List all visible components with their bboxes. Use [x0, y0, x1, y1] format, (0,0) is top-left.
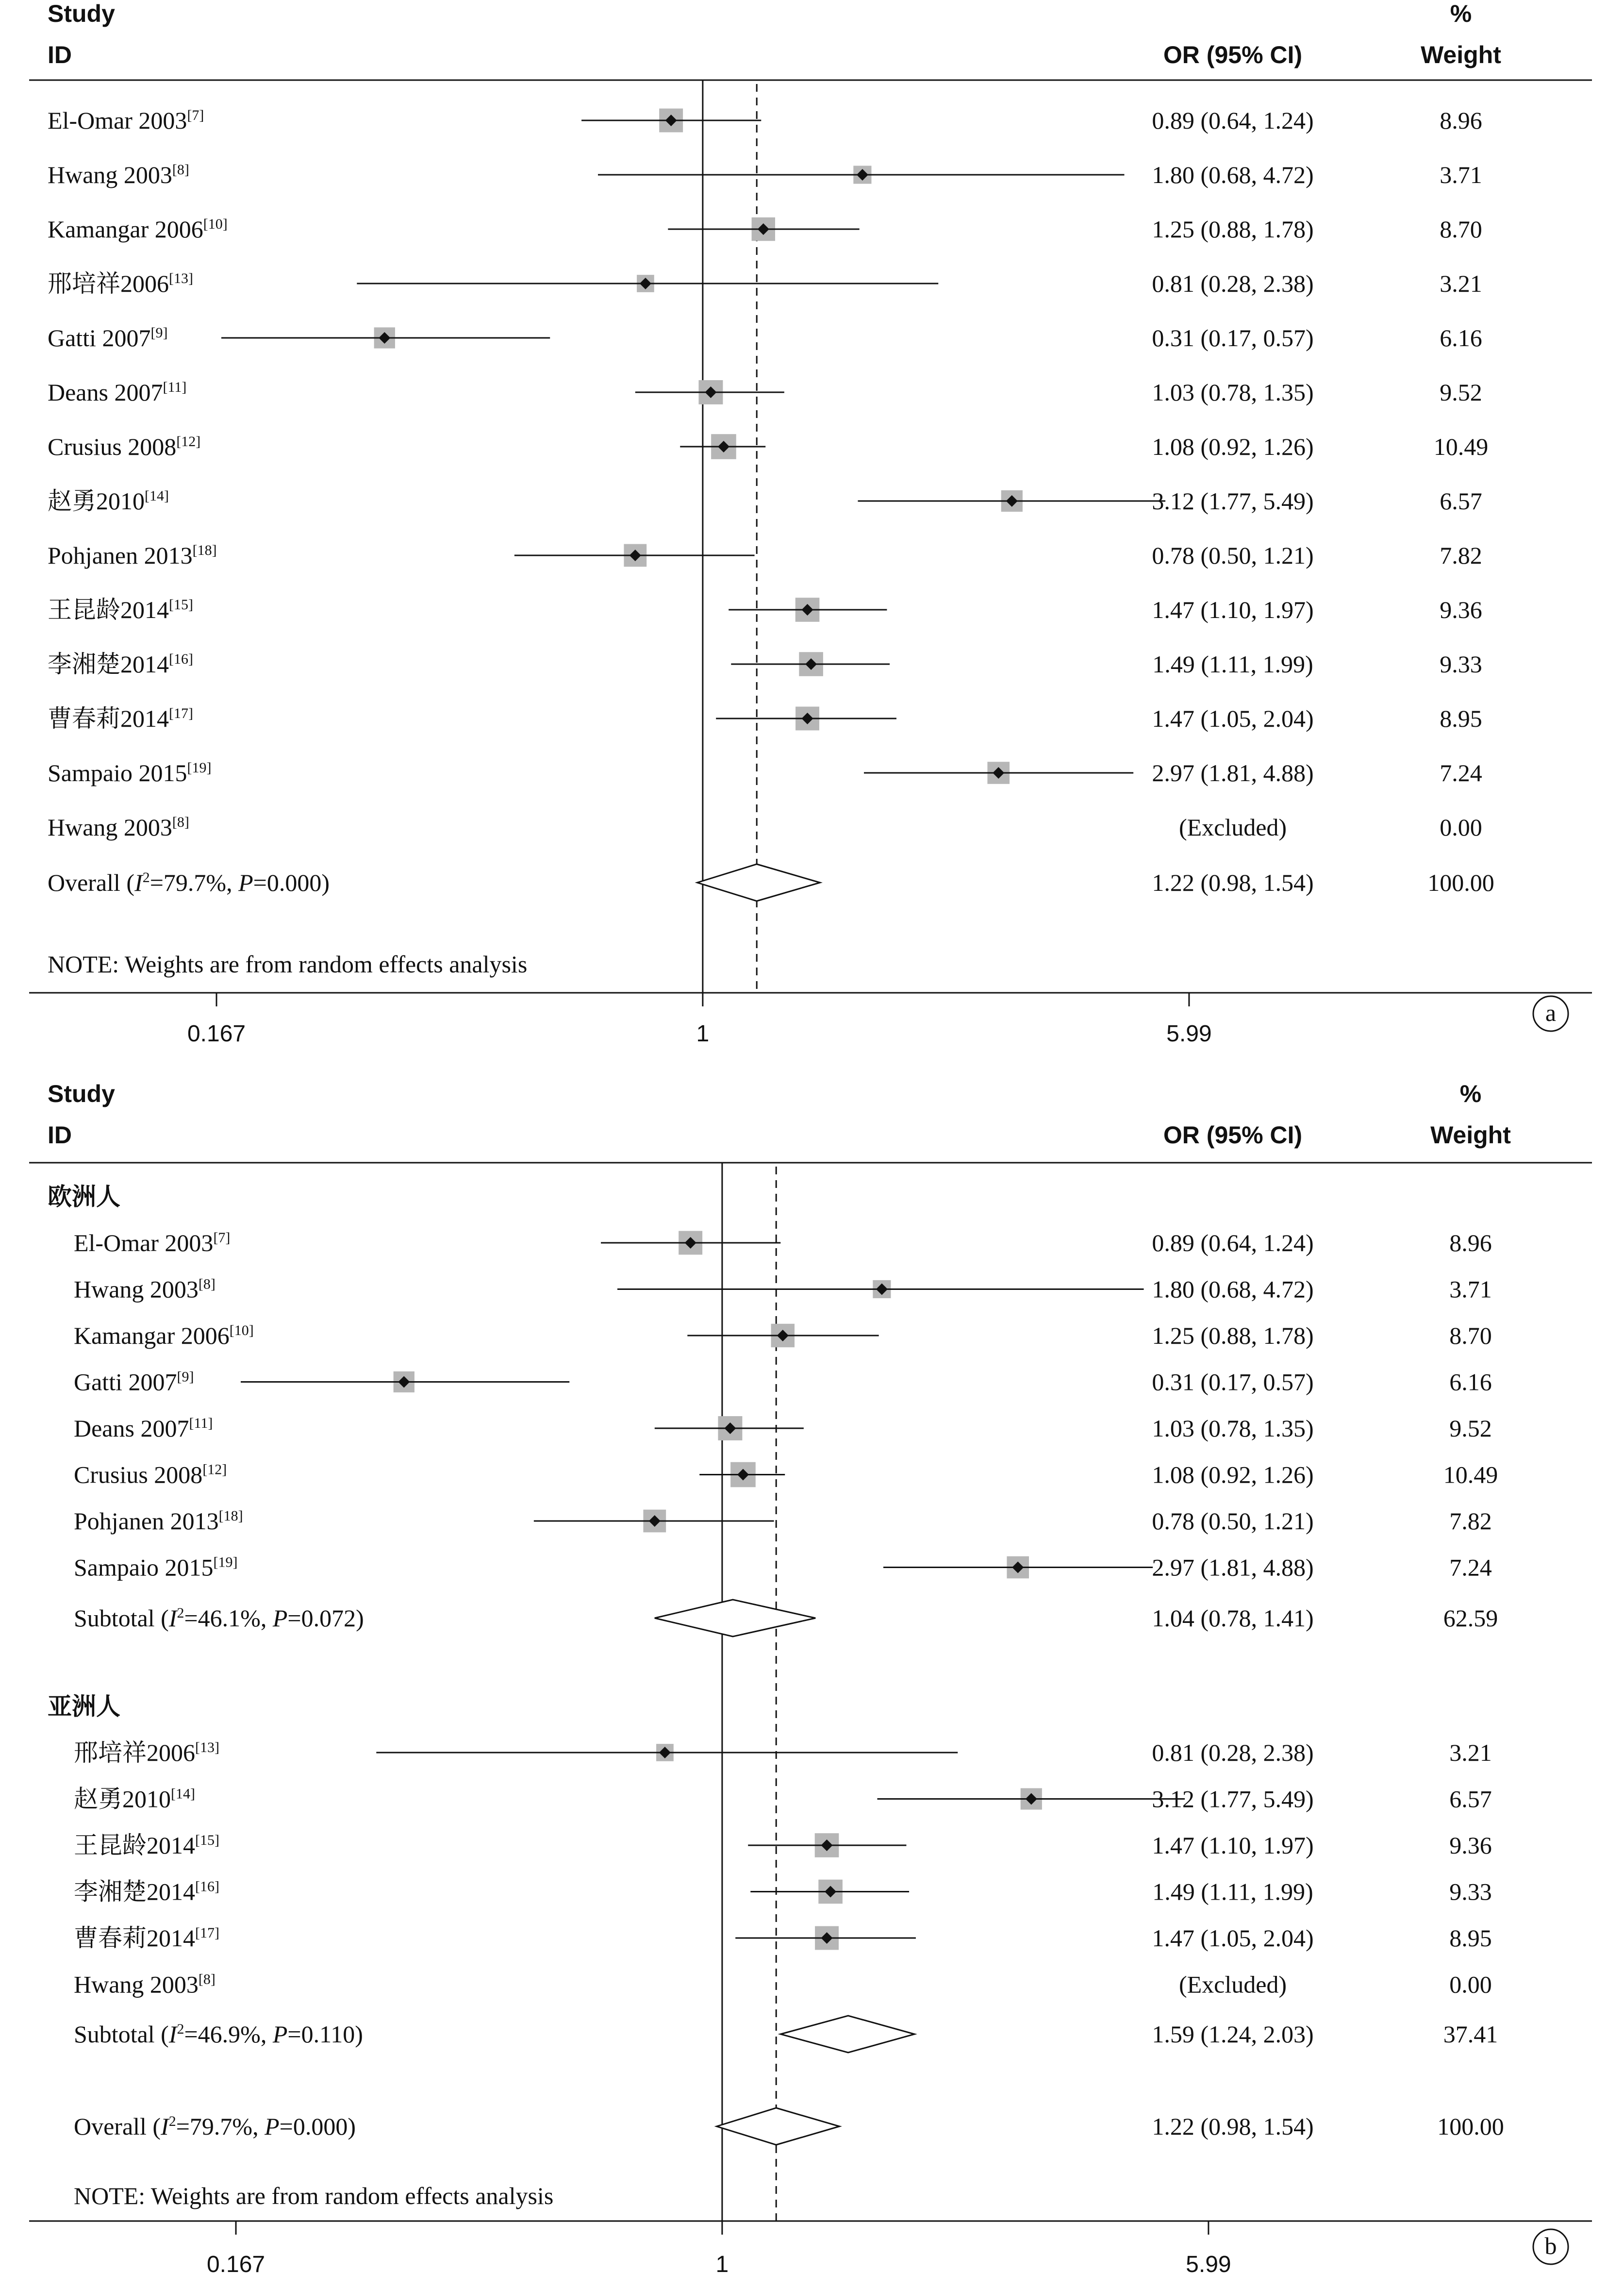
x-tick-label: 0.167 [187, 1021, 246, 1047]
study-reference: [14] [171, 1786, 195, 1802]
study-name: Pohjanen 2013 [48, 542, 193, 569]
study-or-ci: 0.89 (0.64, 1.24) [1152, 107, 1314, 134]
study-or-ci: 0.81 (0.28, 2.38) [1152, 1739, 1314, 1766]
study-weight: 10.49 [1433, 433, 1489, 460]
study-reference: [10] [229, 1322, 254, 1338]
study-name: 曹春莉2014 [74, 1924, 195, 1952]
study-or-ci: (Excluded) [1178, 1971, 1287, 1998]
study-label [48, 216, 228, 243]
i2-value: =46.1%, [184, 1604, 273, 1632]
study-reference: [15] [169, 597, 193, 613]
header-or: OR (95% CI) [1163, 1121, 1303, 1149]
study-weight: 8.95 [1449, 1924, 1492, 1952]
study-label [74, 1554, 237, 1581]
study-weight: 0.00 [1440, 814, 1482, 841]
study-name: 李湘楚2014 [74, 1878, 195, 1905]
study-weight: 9.36 [1440, 596, 1482, 623]
i2-symbol: I [134, 869, 143, 896]
study-label [48, 651, 193, 678]
study-name: Crusius 2008 [74, 1461, 203, 1488]
study-or-ci: 1.49 (1.11, 1.99) [1152, 651, 1313, 678]
study-label [48, 107, 204, 134]
study-or-ci: (Excluded) [1178, 814, 1287, 841]
study-reference: [17] [195, 1925, 219, 1941]
pooled-label [74, 2113, 356, 2140]
study-weight: 3.71 [1449, 1275, 1492, 1303]
study-weight: 6.16 [1440, 324, 1482, 351]
study-weight: 7.24 [1440, 759, 1482, 786]
study-or-ci: 1.47 (1.05, 2.04) [1152, 1924, 1314, 1952]
study-weight: 8.70 [1440, 216, 1482, 243]
study-name: 赵勇2010 [48, 487, 145, 515]
study-name: Sampaio 2015 [48, 759, 187, 786]
study-or-ci: 0.31 (0.17, 0.57) [1152, 324, 1314, 351]
header-percent: % [1450, 0, 1472, 27]
study-or-ci: 2.97 (1.81, 4.88) [1152, 1554, 1314, 1581]
study-label [74, 1924, 219, 1952]
study-weight: 9.33 [1440, 651, 1482, 678]
study-reference: [13] [195, 1739, 219, 1755]
study-or-ci: 3.12 (1.77, 5.49) [1152, 1785, 1314, 1813]
study-reference: [12] [202, 1461, 227, 1478]
subtotal-or-ci: 1.04 (0.78, 1.41) [1152, 1604, 1314, 1632]
study-name: Pohjanen 2013 [74, 1507, 219, 1535]
p-symbol: P [272, 1604, 288, 1632]
study-or-ci: 1.47 (1.10, 1.97) [1152, 596, 1314, 623]
study-name: Kamangar 2006 [74, 1322, 230, 1349]
study-reference: [11] [189, 1415, 213, 1431]
study-or-ci: 1.47 (1.10, 1.97) [1152, 1832, 1314, 1859]
pooled-prefix: Overall ( [48, 869, 135, 896]
weights-note: NOTE: Weights are from random effects analysis [74, 2182, 554, 2209]
subtotal-weight: 62.59 [1443, 1604, 1498, 1632]
study-label [74, 1507, 243, 1535]
study-or-ci: 1.08 (0.92, 1.26) [1152, 433, 1314, 460]
study-reference: [16] [169, 651, 193, 667]
study-name: 邢培祥2006 [74, 1739, 195, 1766]
study-name: Crusius 2008 [48, 433, 177, 460]
x-tick-label: 5.99 [1166, 1021, 1212, 1047]
study-name: 王昆龄2014 [48, 596, 169, 623]
i2-value: =79.7%, [149, 869, 239, 896]
study-label [48, 759, 211, 786]
study-weight: 8.70 [1449, 1322, 1492, 1349]
study-weight: 9.52 [1440, 379, 1482, 406]
study-weight: 8.96 [1449, 1229, 1492, 1256]
study-or-ci: 1.80 (0.68, 4.72) [1152, 161, 1314, 188]
x-tick-label: 5.99 [1186, 2252, 1231, 2277]
study-reference: [11] [163, 379, 187, 395]
study-name: Gatti 2007 [74, 1368, 177, 1396]
study-label [74, 1786, 195, 1813]
study-weight: 7.82 [1440, 542, 1482, 569]
panel-label: a [1545, 999, 1557, 1026]
study-label [48, 814, 189, 841]
pooled-label [74, 1604, 364, 1632]
study-label [48, 161, 189, 188]
header-id: ID [48, 1121, 72, 1149]
i2-superscript: 2 [177, 1605, 184, 1621]
study-reference: [8] [198, 1276, 215, 1292]
study-reference: [9] [177, 1369, 194, 1385]
study-or-ci: 2.97 (1.81, 4.88) [1152, 759, 1314, 786]
study-name: 李湘楚2014 [48, 651, 169, 678]
study-or-ci: 1.25 (0.88, 1.78) [1152, 216, 1314, 243]
header-id: ID [48, 41, 72, 68]
study-weight: 7.82 [1449, 1507, 1492, 1535]
header-or: OR (95% CI) [1163, 41, 1303, 68]
overall-diamond [717, 2108, 840, 2145]
p-symbol: P [272, 2021, 288, 2048]
p-symbol: P [238, 869, 253, 896]
study-or-ci: 1.03 (0.78, 1.35) [1152, 379, 1314, 406]
study-name: Hwang 2003 [74, 1971, 199, 1998]
study-label [48, 433, 200, 460]
i2-symbol: I [161, 2113, 169, 2140]
study-or-ci: 0.89 (0.64, 1.24) [1152, 1229, 1314, 1256]
pooled-prefix: Subtotal ( [74, 2021, 169, 2048]
subtotal-diamond [780, 2016, 914, 2053]
study-weight: 3.71 [1440, 161, 1482, 188]
study-name: Kamangar 2006 [48, 216, 203, 243]
study-or-ci: 1.25 (0.88, 1.78) [1152, 1322, 1314, 1349]
study-label [74, 1739, 219, 1766]
study-or-ci: 1.03 (0.78, 1.35) [1152, 1415, 1314, 1442]
study-label [74, 1369, 194, 1396]
study-reference: [9] [150, 325, 168, 341]
study-reference: [18] [218, 1508, 243, 1524]
study-name: El-Omar 2003 [48, 107, 187, 134]
study-reference: [8] [172, 814, 189, 830]
study-label [74, 1322, 254, 1349]
study-name: Deans 2007 [48, 379, 163, 406]
study-weight: 3.21 [1449, 1739, 1492, 1766]
overall-weight: 100.00 [1437, 2113, 1504, 2140]
study-name: Hwang 2003 [48, 161, 172, 188]
study-label [48, 270, 193, 297]
header-weight: Weight [1421, 41, 1501, 68]
study-weight: 6.57 [1449, 1785, 1492, 1813]
study-reference: [14] [145, 488, 169, 504]
weights-note: NOTE: Weights are from random effects analysis [48, 951, 528, 978]
x-tick-label: 0.167 [206, 2252, 265, 2277]
study-label [48, 596, 193, 623]
study-weight: 0.00 [1449, 1971, 1492, 1998]
study-label [74, 1415, 213, 1442]
study-weight: 6.57 [1440, 487, 1482, 515]
study-weight: 9.33 [1449, 1878, 1492, 1905]
i2-value: =79.7%, [176, 2113, 265, 2140]
study-reference: [18] [192, 542, 217, 558]
study-reference: [8] [172, 162, 189, 178]
study-label [74, 1229, 230, 1256]
overall-diamond [697, 864, 820, 901]
x-tick-label: 1 [715, 2252, 729, 2277]
p-value: =0.072) [287, 1604, 364, 1632]
overall-or-ci: 1.22 (0.98, 1.54) [1152, 2113, 1314, 2140]
subgroup-header: 欧洲人 [48, 1183, 120, 1211]
study-label [74, 1832, 219, 1859]
p-symbol: P [265, 2113, 280, 2140]
study-label [48, 487, 169, 515]
study-reference: [8] [198, 1971, 215, 1988]
study-label [48, 705, 193, 732]
study-or-ci: 1.47 (1.05, 2.04) [1152, 705, 1314, 732]
study-or-ci: 1.49 (1.11, 1.99) [1152, 1878, 1313, 1905]
subtotal-diamond [655, 1600, 815, 1637]
study-or-ci: 0.78 (0.50, 1.21) [1152, 1507, 1314, 1535]
study-label [74, 1878, 219, 1905]
study-name: 邢培祥2006 [48, 270, 169, 297]
study-name: 曹春莉2014 [48, 705, 169, 732]
overall-weight: 100.00 [1427, 869, 1494, 896]
study-reference: [19] [213, 1554, 238, 1571]
study-reference: [13] [169, 270, 193, 286]
x-tick-label: 1 [696, 1021, 710, 1047]
study-weight: 6.16 [1449, 1368, 1492, 1396]
study-or-ci: 0.81 (0.28, 2.38) [1152, 270, 1314, 297]
study-label [48, 324, 167, 351]
p-value: =0.000) [279, 2113, 356, 2140]
pooled-label [74, 2021, 363, 2048]
pooled-label [48, 869, 330, 896]
study-or-ci: 1.08 (0.92, 1.26) [1152, 1461, 1314, 1488]
pooled-prefix: Overall ( [74, 2113, 161, 2140]
study-reference: [10] [203, 216, 228, 232]
header-study: Study [48, 1080, 115, 1107]
subgroup-header: 亚洲人 [48, 1692, 120, 1721]
pooled-prefix: Subtotal ( [74, 1604, 169, 1632]
header-weight: Weight [1430, 1121, 1511, 1149]
study-label [48, 542, 217, 569]
subtotal-weight: 37.41 [1443, 2021, 1498, 2048]
study-reference: [15] [195, 1832, 219, 1848]
study-reference: [16] [195, 1878, 219, 1895]
p-value: =0.110) [287, 2021, 363, 2048]
study-reference: [12] [176, 434, 201, 450]
header-percent: % [1459, 1080, 1482, 1107]
i2-symbol: I [168, 1604, 177, 1632]
study-or-ci: 0.78 (0.50, 1.21) [1152, 542, 1314, 569]
study-weight: 10.49 [1443, 1461, 1498, 1488]
p-value: =0.000) [253, 869, 330, 896]
panel-label: b [1544, 2232, 1557, 2259]
study-name: Hwang 2003 [74, 1275, 199, 1303]
study-or-ci: 0.31 (0.17, 0.57) [1152, 1368, 1314, 1396]
study-reference: [17] [169, 705, 193, 721]
i2-superscript: 2 [177, 2021, 184, 2037]
study-name: 王昆龄2014 [74, 1832, 195, 1859]
i2-superscript: 2 [168, 2113, 176, 2129]
study-name: 赵勇2010 [74, 1785, 171, 1813]
i2-symbol: I [168, 2021, 177, 2048]
study-reference: [19] [187, 760, 212, 776]
study-name: Sampaio 2015 [74, 1554, 214, 1581]
study-weight: 8.96 [1440, 107, 1482, 134]
study-weight: 8.95 [1440, 705, 1482, 732]
study-name: El-Omar 2003 [74, 1229, 214, 1256]
study-or-ci: 3.12 (1.77, 5.49) [1152, 487, 1314, 515]
study-reference: [7] [187, 107, 204, 123]
study-weight: 3.21 [1440, 270, 1482, 297]
study-label [48, 379, 186, 406]
study-name: Deans 2007 [74, 1415, 189, 1442]
study-name: Hwang 2003 [48, 814, 172, 841]
study-label [74, 1461, 227, 1488]
study-label [74, 1971, 215, 1998]
study-reference: [7] [213, 1230, 231, 1246]
study-weight: 9.52 [1449, 1415, 1492, 1442]
study-weight: 9.36 [1449, 1832, 1492, 1859]
study-label [74, 1276, 215, 1303]
study-weight: 7.24 [1449, 1554, 1492, 1581]
i2-superscript: 2 [142, 869, 150, 886]
study-name: Gatti 2007 [48, 324, 151, 351]
subtotal-or-ci: 1.59 (1.24, 2.03) [1152, 2021, 1314, 2048]
i2-value: =46.9%, [184, 2021, 273, 2048]
overall-or-ci: 1.22 (0.98, 1.54) [1152, 869, 1314, 896]
header-study: Study [48, 0, 115, 27]
study-or-ci: 1.80 (0.68, 4.72) [1152, 1275, 1314, 1303]
